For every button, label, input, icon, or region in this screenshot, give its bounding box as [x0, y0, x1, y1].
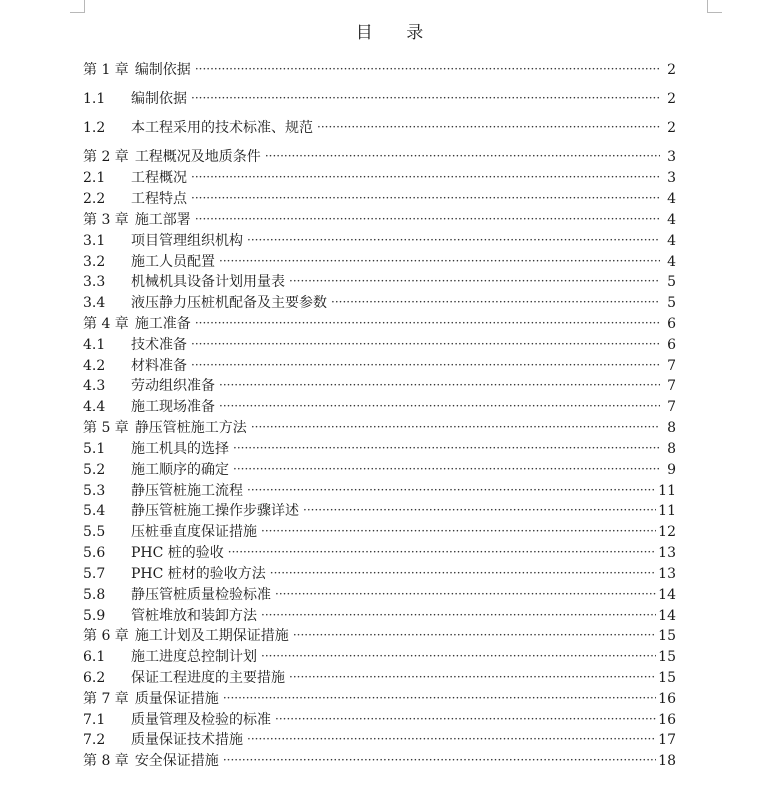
toc-dot-leader: [275, 711, 656, 729]
toc-entry-page: 13: [658, 545, 676, 561]
toc-entry[interactable]: [83, 709, 676, 729]
toc-entry[interactable]: [83, 500, 676, 520]
toc-entry-label: 施工机具的选择: [131, 441, 229, 457]
toc-dot-leader: [317, 119, 660, 137]
toc-entry[interactable]: [83, 417, 676, 437]
toc-entry-page: 11: [658, 503, 676, 519]
toc-entry-page: 17: [658, 732, 676, 748]
toc-entry-page: 13: [658, 566, 676, 582]
toc-entry-page: 6: [667, 316, 676, 332]
toc-entry[interactable]: [83, 167, 676, 187]
toc-entry[interactable]: [83, 251, 676, 271]
toc-entry-number: 3.2: [83, 254, 106, 270]
toc-entry-number: 5.5: [83, 524, 106, 540]
toc-entry-page: 2: [667, 91, 676, 107]
toc-entry-number: 3.4: [83, 295, 106, 311]
toc-entry[interactable]: [83, 605, 676, 625]
toc-entry-page: 16: [658, 691, 676, 707]
toc-entry-number: 7.2: [83, 732, 106, 748]
toc-dot-leader: [219, 377, 660, 395]
toc-entry[interactable]: [83, 459, 676, 479]
toc-entry-label: 施工现场准备: [131, 399, 215, 415]
toc-entry[interactable]: [83, 355, 676, 375]
crop-mark-top-left: [70, 0, 85, 13]
toc-dot-leader: [195, 61, 660, 79]
toc-entry[interactable]: [83, 396, 676, 416]
toc-dot-leader: [195, 211, 660, 229]
toc-entry-label: 压桩垂直度保证措施: [131, 524, 257, 540]
toc-entry-number: 5.7: [83, 566, 106, 582]
toc-entry[interactable]: [83, 209, 676, 229]
toc-entry-page: 11: [658, 483, 676, 499]
toc-entry-page: 14: [658, 608, 676, 624]
toc-entry[interactable]: [83, 480, 676, 500]
toc-entry-label: 施工顺序的确定: [131, 462, 229, 478]
toc-entry-number: 2.2: [83, 191, 106, 207]
toc-entry-page: 4: [667, 212, 676, 228]
toc-entry-page: 14: [658, 587, 676, 603]
toc-entry[interactable]: [83, 146, 676, 166]
toc-entry-label: 施工计划及工期保证措施: [134, 628, 289, 644]
toc-entry-page: 15: [658, 628, 676, 644]
toc-dot-leader: [191, 336, 660, 354]
toc-dot-leader: [293, 627, 656, 645]
toc-entry[interactable]: [83, 563, 676, 583]
toc-entry-label: PHC 桩的验收: [131, 545, 224, 561]
toc-dot-leader: [195, 315, 660, 333]
toc-entry-number: 5.2: [83, 462, 106, 478]
toc-entry-label: 编制依据: [131, 91, 187, 107]
toc-dot-leader: [303, 502, 656, 520]
toc-entry-page: 12: [658, 524, 676, 540]
toc-dot-leader: [219, 398, 660, 416]
toc-entry-label: 保证工程进度的主要措施: [131, 670, 285, 686]
toc-entry-number: 2.1: [83, 170, 106, 186]
toc-entry-label: 技术准备: [131, 337, 187, 353]
toc-entry-page: 3: [667, 170, 676, 186]
toc-entry[interactable]: [83, 375, 676, 395]
toc-entry[interactable]: [83, 313, 676, 333]
toc-entry-page: 9: [667, 462, 676, 478]
toc-dot-leader: [275, 586, 656, 604]
toc-dot-leader: [261, 648, 656, 666]
toc-entry[interactable]: [83, 750, 676, 770]
toc-entry-label: 施工部署: [134, 212, 191, 228]
toc-entry-label: 安全保证措施: [134, 753, 219, 769]
toc-entry-number: 4.3: [83, 378, 106, 394]
toc-entry-label: 施工准备: [134, 316, 191, 332]
toc-entry[interactable]: [83, 292, 676, 312]
toc-entry-number: 5.4: [83, 503, 106, 519]
toc-entry[interactable]: [83, 438, 676, 458]
toc-entry-label: 静压管桩施工操作步骤详述: [131, 503, 299, 519]
toc-entry-number: 4.4: [83, 399, 106, 415]
toc-entry-number: 第 5 章: [83, 420, 129, 436]
toc-entry[interactable]: [83, 646, 676, 666]
toc-dot-leader: [270, 565, 656, 583]
toc-dot-leader: [247, 232, 660, 250]
toc-dot-leader: [247, 731, 656, 749]
toc-dot-leader: [191, 90, 660, 108]
toc-entry-page: 5: [667, 274, 676, 290]
toc-entry[interactable]: [83, 667, 676, 687]
toc-entry-number: 第 2 章: [83, 149, 129, 165]
toc-entry[interactable]: [83, 584, 676, 604]
toc-dot-leader: [191, 190, 660, 208]
toc-entry-number: 6.1: [83, 649, 106, 665]
toc-entry-label: 静压管桩质量检验标准: [131, 587, 271, 603]
toc-entry-number: 3.1: [83, 233, 106, 249]
toc-entry-label: 静压管桩施工方法: [134, 420, 247, 436]
toc-entry-label: 项目管理组织机构: [131, 233, 243, 249]
toc-entry-page: 7: [667, 358, 676, 374]
toc-entry[interactable]: [83, 521, 676, 541]
toc-entry-label: PHC 桩材的验收方法: [131, 566, 266, 582]
toc-dot-leader: [233, 461, 660, 479]
toc-dot-leader: [233, 440, 660, 458]
toc-entry-page: 4: [667, 254, 676, 270]
toc-dot-leader: [191, 169, 660, 187]
toc-entry-label: 机械机具设备计划用量表: [131, 274, 285, 290]
toc-entry-number: 1.1: [83, 91, 106, 107]
toc-entry-page: 15: [658, 649, 676, 665]
toc-dot-leader: [247, 482, 656, 500]
page-title: 目 录: [355, 23, 438, 43]
toc-entry-number: 第 1 章: [83, 62, 129, 78]
toc-entry-page: 15: [658, 670, 676, 686]
toc-entry-page: 8: [667, 420, 676, 436]
toc-entry-number: 5.6: [83, 545, 106, 561]
toc-entry-label: 编制依据: [134, 62, 191, 78]
toc-entry-label: 施工进度总控制计划: [131, 649, 257, 665]
toc-entry-number: 3.3: [83, 274, 106, 290]
toc-entry-page: 7: [667, 378, 676, 394]
toc-entry-page: 2: [667, 120, 676, 136]
toc-entry-page: 8: [667, 441, 676, 457]
toc-entry-number: 第 7 章: [83, 691, 129, 707]
toc-entry[interactable]: [83, 542, 676, 562]
toc-dot-leader: [261, 523, 656, 541]
toc-entry-page: 7: [667, 399, 676, 415]
toc-entry-number: 5.3: [83, 483, 106, 499]
toc-dot-leader: [289, 669, 656, 687]
toc-entry-number: 1.2: [83, 120, 106, 136]
crop-mark-top-right: [707, 0, 722, 13]
toc-dot-leader: [219, 253, 660, 271]
toc-dot-leader: [223, 752, 656, 770]
toc-entry-page: 18: [658, 753, 676, 769]
toc-entry[interactable]: [83, 230, 676, 250]
toc-entry[interactable]: [83, 729, 676, 749]
toc-entry-label: 静压管桩施工流程: [131, 483, 243, 499]
toc-entry-label: 材料准备: [131, 358, 187, 374]
toc-entry-number: 5.9: [83, 608, 106, 624]
toc-entry-label: 施工人员配置: [131, 254, 215, 270]
toc-entry-page: 16: [658, 712, 676, 728]
toc-entry-number: 第 3 章: [83, 212, 129, 228]
toc-entry-page: 3: [667, 149, 676, 165]
toc-entry-number: 5.8: [83, 587, 106, 603]
toc-entry-label: 质量管理及检验的标准: [131, 712, 271, 728]
toc-entry-page: 2: [667, 62, 676, 78]
toc-entry[interactable]: [83, 688, 676, 708]
toc-entry-number: 5.1: [83, 441, 106, 457]
toc-entry-label: 质量保证技术措施: [131, 732, 243, 748]
toc-entry[interactable]: [83, 88, 676, 108]
toc-entry-number: 7.1: [83, 712, 106, 728]
toc-entry[interactable]: [83, 334, 676, 354]
toc-entry-label: 工程概况: [131, 170, 187, 186]
toc-entry-number: 4.1: [83, 337, 106, 353]
toc-entry-number: 第 8 章: [83, 753, 129, 769]
toc-dot-leader: [223, 690, 656, 708]
toc-entry[interactable]: [83, 625, 676, 645]
toc-entry-label: 管桩堆放和装卸方法: [131, 608, 257, 624]
toc-entry[interactable]: [83, 59, 676, 79]
toc-entry-number: 第 4 章: [83, 316, 129, 332]
toc-entry-label: 液压静力压桩机配备及主要参数: [131, 295, 327, 311]
toc-dot-leader: [261, 607, 656, 625]
toc-entry-number: 4.2: [83, 358, 106, 374]
toc-entry[interactable]: [83, 117, 676, 137]
toc-entry-label: 劳动组织准备: [131, 378, 215, 394]
toc-dot-leader: [191, 357, 660, 375]
toc-entry-number: 6.2: [83, 670, 106, 686]
toc-entry-label: 工程特点: [131, 191, 187, 207]
toc-entry-page: 5: [667, 295, 676, 311]
toc-dot-leader: [265, 148, 660, 166]
toc-entry-page: 4: [667, 233, 676, 249]
toc-entry-label: 工程概况及地质条件: [134, 149, 261, 165]
toc-entry[interactable]: [83, 188, 676, 208]
toc-entry-number: 第 6 章: [83, 628, 129, 644]
toc-dot-leader: [289, 273, 660, 291]
toc-dot-leader: [251, 419, 660, 437]
toc-dot-leader: [331, 294, 660, 312]
toc-entry[interactable]: [83, 271, 676, 291]
toc-entry-page: 6: [667, 337, 676, 353]
toc-entry-label: 质量保证措施: [134, 691, 219, 707]
toc-entry-label: 本工程采用的技术标准、规范: [131, 120, 313, 136]
toc-entry-page: 4: [667, 191, 676, 207]
toc-dot-leader: [228, 544, 656, 562]
